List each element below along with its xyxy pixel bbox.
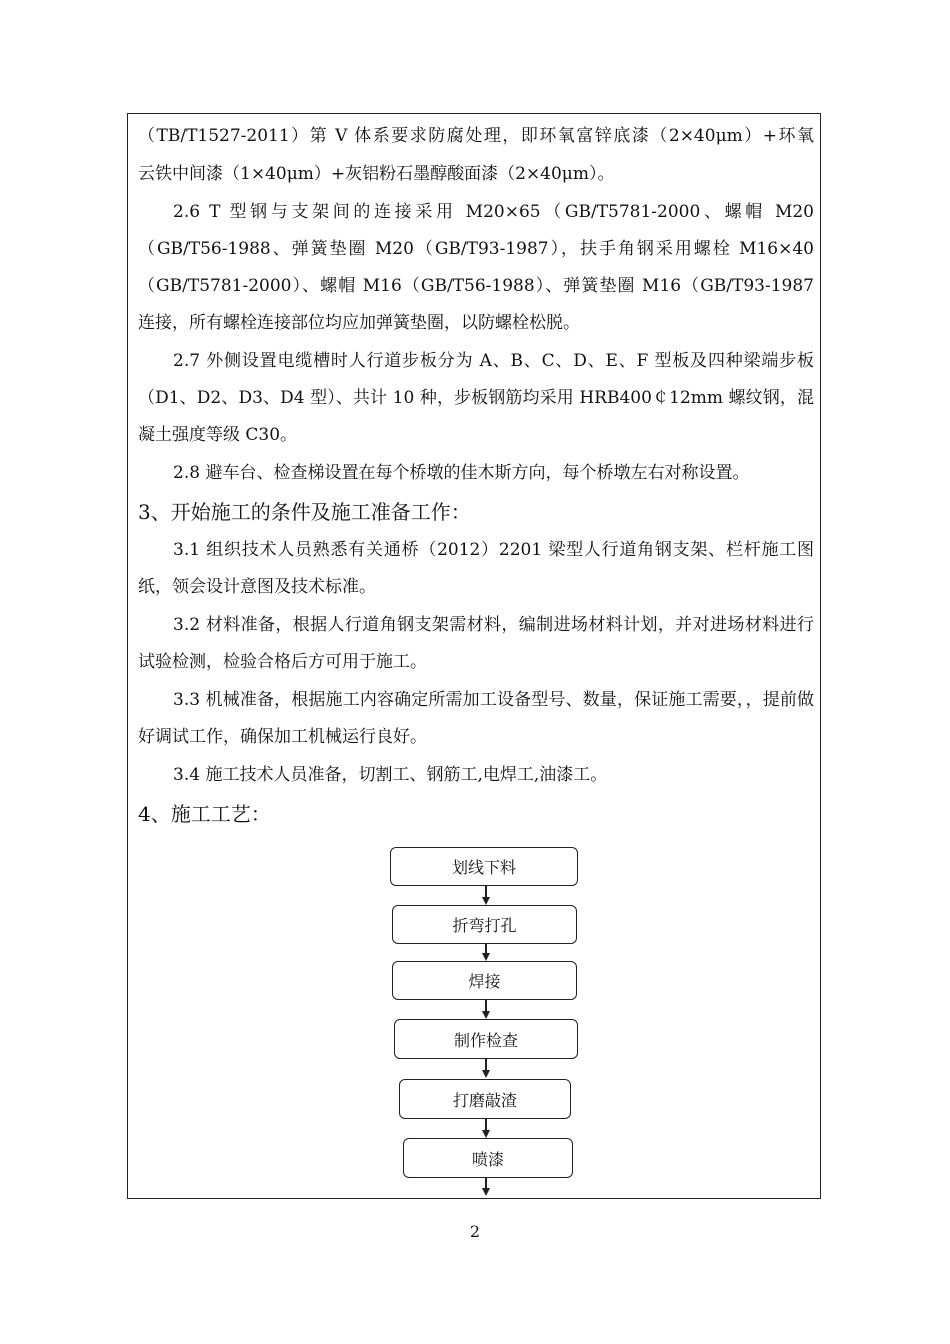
document-frame <box>127 113 821 1199</box>
flow-arrow <box>485 1000 487 1012</box>
flow-arrow-head <box>482 953 490 961</box>
flow-arrow <box>485 944 487 954</box>
flow-step-bending-drilling: 折弯打孔 <box>392 905 577 944</box>
paragraph-2-7: 2.7 外侧设置电缆槽时人行道步板分为 A、B、C、D、E、F 型板及四种梁端步板（D1、D2、D3、D4 型）、共计 10 种，步板钢筋均采用 HRB400￠12mm 螺纹钢，混凝土强度等级 C30。 <box>138 351 814 445</box>
flow-step-grinding-deslagging: 打磨敲渣 <box>399 1079 571 1119</box>
page-number: 2 <box>469 1222 481 1241</box>
flow-step-marking-cutting: 划线下料 <box>390 847 578 886</box>
flow-arrow-head <box>482 1070 490 1078</box>
heading-section-4: 4、施工工艺： <box>138 802 271 826</box>
flow-step-inspection: 制作检查 <box>394 1019 578 1059</box>
document-body <box>138 118 814 834</box>
flow-step-welding: 焊接 <box>392 961 577 1000</box>
flow-arrow <box>485 1059 487 1071</box>
paragraph-anticorrosion-line1: （TB/T1527-2011）第 V 体系要求防腐处理，即环氧富锌底漆（2×40μm）+环氧 <box>138 126 814 146</box>
flow-arrow <box>485 1119 487 1131</box>
flow-arrow <box>485 1178 487 1190</box>
paragraph-3-3: 3.3 机械准备，根据施工内容确定所需加工设备型号、数量，保证施工需要，，提前做好调试工作，确保加工机械运行良好。 <box>138 690 814 747</box>
heading-section-3: 3、开始施工的条件及施工准备工作： <box>138 500 471 524</box>
flow-arrow-head <box>482 1188 490 1196</box>
paragraph-anticorrosion-line2: 云铁中间漆（1×40μm）+灰铝粉石墨醇酸面漆（2×40μm）。 <box>138 164 615 184</box>
paragraph-2-8: 2.8 避车台、检查梯设置在每个桥墩的佳木斯方向，每个桥墩左右对称设置。 <box>173 463 750 483</box>
flow-arrow <box>485 886 487 898</box>
paragraph-2-6: 2.6 T 型钢与支架间的连接采用 M20×65（GB/T5781-2000、螺帽 M20（GB/T56-1988、弹簧垫圈 M20（GB/T93-1987），扶手角钢采用螺栓 M16×40（GB/T5781-2000）、螺帽 M16（GB/T56-1988）、弹簧垫圈 M16（GB/T93-1987 连接，所有螺栓连接部位均应加弹簧垫圈，以防螺栓松脱。 <box>138 202 814 333</box>
flow-arrow-head <box>482 1130 490 1138</box>
paragraph-3-2: 3.2 材料准备，根据人行道角钢支架需材料，编制进场材料计划，并对进场材料进行试验检测，检验合格后方可用于施工。 <box>138 615 814 672</box>
paragraph-3-1: 3.1 组织技术人员熟悉有关通桥（2012）2201 梁型人行道角钢支架、栏杆施工图纸，领会设计意图及技术标准。 <box>138 540 814 597</box>
flow-arrow-head <box>482 1011 490 1019</box>
paragraph-3-4: 3.4 施工技术人员准备，切割工、钢筋工,电焊工,油漆工。 <box>173 765 608 785</box>
flow-step-painting: 喷漆 <box>403 1138 573 1178</box>
flow-arrow-head <box>482 897 490 905</box>
